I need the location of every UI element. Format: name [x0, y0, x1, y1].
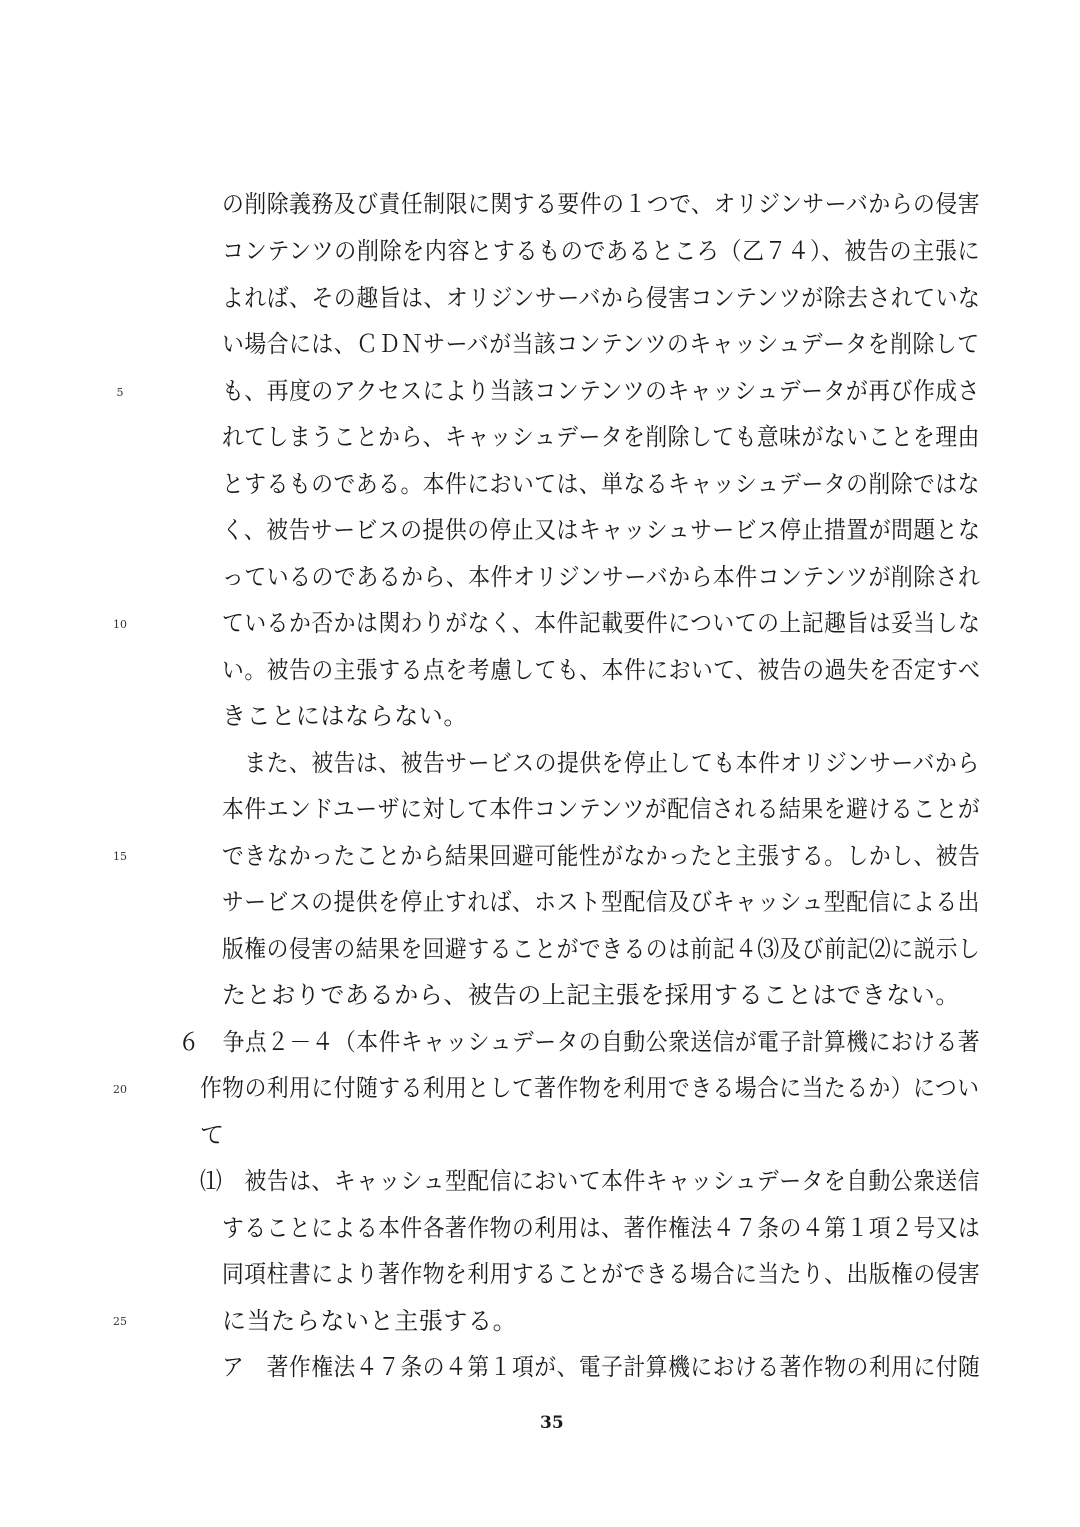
- body-line: く、被告サービスの提供の停止又はキャッシュサービス停止措置が問題とな: [222, 516, 981, 544]
- body-line: い場合には、ＣＤＮサーバが当該コンテンツのキャッシュデータを削除して: [222, 330, 980, 358]
- body-line: たとおりであるから、被告の上記主張を採用することはできない。: [222, 981, 960, 1009]
- item-line: ア 著作権法４７条の４第１項が、電子計算機における著作物の利用に付随: [222, 1353, 981, 1381]
- body-line: て: [200, 1121, 225, 1149]
- body-line: コンテンツの削除を内容とするものであるところ（乙７４）、被告の主張に: [222, 237, 981, 265]
- subsection-line: ⑴ 被告は、キャッシュ型配信において本件キャッシュデータを自動公衆送信: [200, 1167, 981, 1195]
- body-line: とするものである。本件においては、単なるキャッシュデータの削除ではな: [222, 470, 980, 498]
- body-line: い。被告の主張する点を考慮しても、本件において、被告の過失を否定すべ: [222, 656, 981, 684]
- body-line: きことにはならない。: [222, 702, 468, 730]
- line-number: 10: [113, 618, 127, 631]
- body-line: サービスの提供を停止すれば、ホスト型配信及びキャッシュ型配信による出: [222, 888, 980, 916]
- body-line: 同項柱書により著作物を利用することができる場合に当たり、出版権の侵害: [222, 1260, 981, 1288]
- page-number: 35: [540, 1413, 564, 1433]
- section-heading: ６ 争点２－４（本件キャッシュデータの自動公衆送信が電子計算機における著: [178, 1028, 981, 1056]
- body-line: また、被告は、被告サービスの提供を停止しても本件オリジンサーバから: [222, 749, 980, 777]
- line-number: 20: [113, 1083, 127, 1096]
- body-line: 版権の侵害の結果を回避することができるのは前記４⑶及び前記⑵に説示し: [222, 935, 981, 963]
- body-line: よれば、その趣旨は、オリジンサーバから侵害コンテンツが除去されていな: [222, 284, 981, 312]
- body-line: れてしまうことから、キャッシュデータを削除しても意味がないことを理由: [222, 423, 980, 451]
- body-line: ているか否かは関わりがなく、本件記載要件についての上記趣旨は妥当しな: [222, 609, 981, 637]
- body-line: 本件エンドユーザに対して本件コンテンツが配信される結果を避けることが: [222, 795, 981, 823]
- body-line: することによる本件各著作物の利用は、著作権法４７条の４第１項２号又は: [222, 1214, 981, 1242]
- body-line: できなかったことから結果回避可能性がなかったと主張する。しかし、被告: [222, 842, 981, 870]
- body-line: も、再度のアクセスにより当該コンテンツのキャッシュデータが再び作成さ: [222, 377, 981, 405]
- body-line: に当たらないと主張する。: [222, 1307, 518, 1335]
- line-number: 25: [113, 1315, 127, 1328]
- line-number: 15: [113, 850, 127, 863]
- body-line: 作物の利用に付随する利用として著作物を利用できる場合に当たるか）につい: [200, 1074, 980, 1102]
- body-line: の削除義務及び責任制限に関する要件の１つで、オリジンサーバからの侵害: [222, 190, 981, 218]
- body-line: っているのであるから、本件オリジンサーバから本件コンテンツが削除され: [222, 563, 981, 591]
- line-number: 5: [116, 386, 124, 399]
